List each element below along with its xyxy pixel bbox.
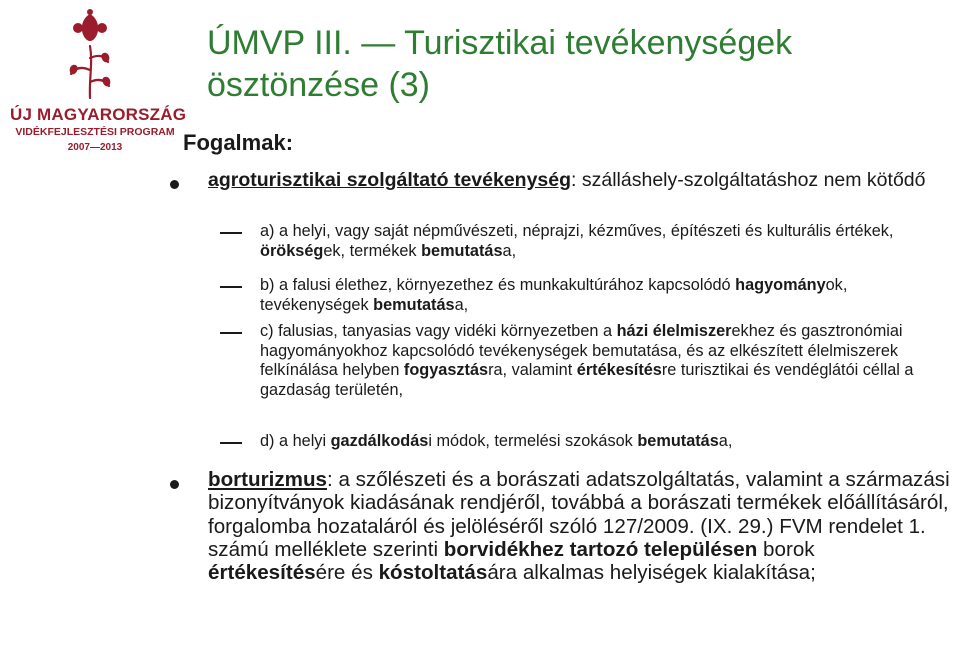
logo [10, 8, 187, 158]
dash-icon [220, 286, 242, 288]
bullet-agroturisztika-text: agroturisztikai szolgáltató tevékenység: szálláshely-szolgáltatáshoz nem kötődő [208, 169, 926, 191]
dash-icon [220, 332, 242, 334]
logo-subtitle: VIDÉKFEJLESZTÉSI PROGRAM [15, 126, 175, 138]
sub-item-a: a) a helyi, vagy saját népművészeti, néprajzi, kézműves, építészeti és kulturális értékek, örökségek, termékek bemutatása, [220, 222, 950, 261]
term-agroturisztika: agroturisztikai szolgáltató tevékenység [208, 169, 572, 191]
slide-title: ÚMVP III. — Turisztikai tevékenységek ösztönzése (3) [207, 24, 793, 104]
sub-item-d: d) a helyi gazdálkodási módok, termelési szokások bemutatása, [220, 432, 950, 452]
logo-title: ÚJ MAGYARORSZÁG [10, 105, 187, 124]
bullet-borturizmus [170, 468, 950, 584]
dash-icon [220, 232, 242, 234]
bullet-dot-icon [170, 480, 179, 489]
dash-icon [220, 442, 242, 444]
bullet-borturizmus-text: borturizmus: a szőlészeti és a borászati adatszolgáltatás, valamint a származási bizonyítványok kiadásának rendjéről, továbbá a borászati termékek előállításáról, forgalomba hozataláról és jelöléséről szóló 127/2009. (IX. 29.) FVM rendelet 1. számú melléklete szerinti borvidékhez tartozó településen borok értékesítésére és kóstoltatására alkalmas helyiségek kialakítása; [208, 468, 950, 585]
section-label: Fogalmak: [183, 130, 294, 155]
term-borturizmus: borturizmus [208, 468, 327, 491]
flower-icon [55, 8, 125, 103]
sub-item-b: b) a falusi élethez, környezethez és munkakultúrához kapcsolódó hagyományok, tevékenységek bemutatása, [220, 276, 950, 315]
logo-years: 2007—2013 [67, 142, 123, 153]
sub-item-c: c) falusias, tanyasias vagy vidéki környezetben a házi élelmiszerekhez és gasztronómiai hagyományokhoz kapcsolódó tevékenységek bemutatása, és az elkészített élelmiszerek felkínálása helyben fogyasztásra, valamint értékesítésre turisztikai és vendéglátói céllal a gazdaság területén, [220, 322, 950, 400]
bullet-agroturisztika [170, 170, 950, 191]
bullet-dot-icon [170, 180, 179, 189]
